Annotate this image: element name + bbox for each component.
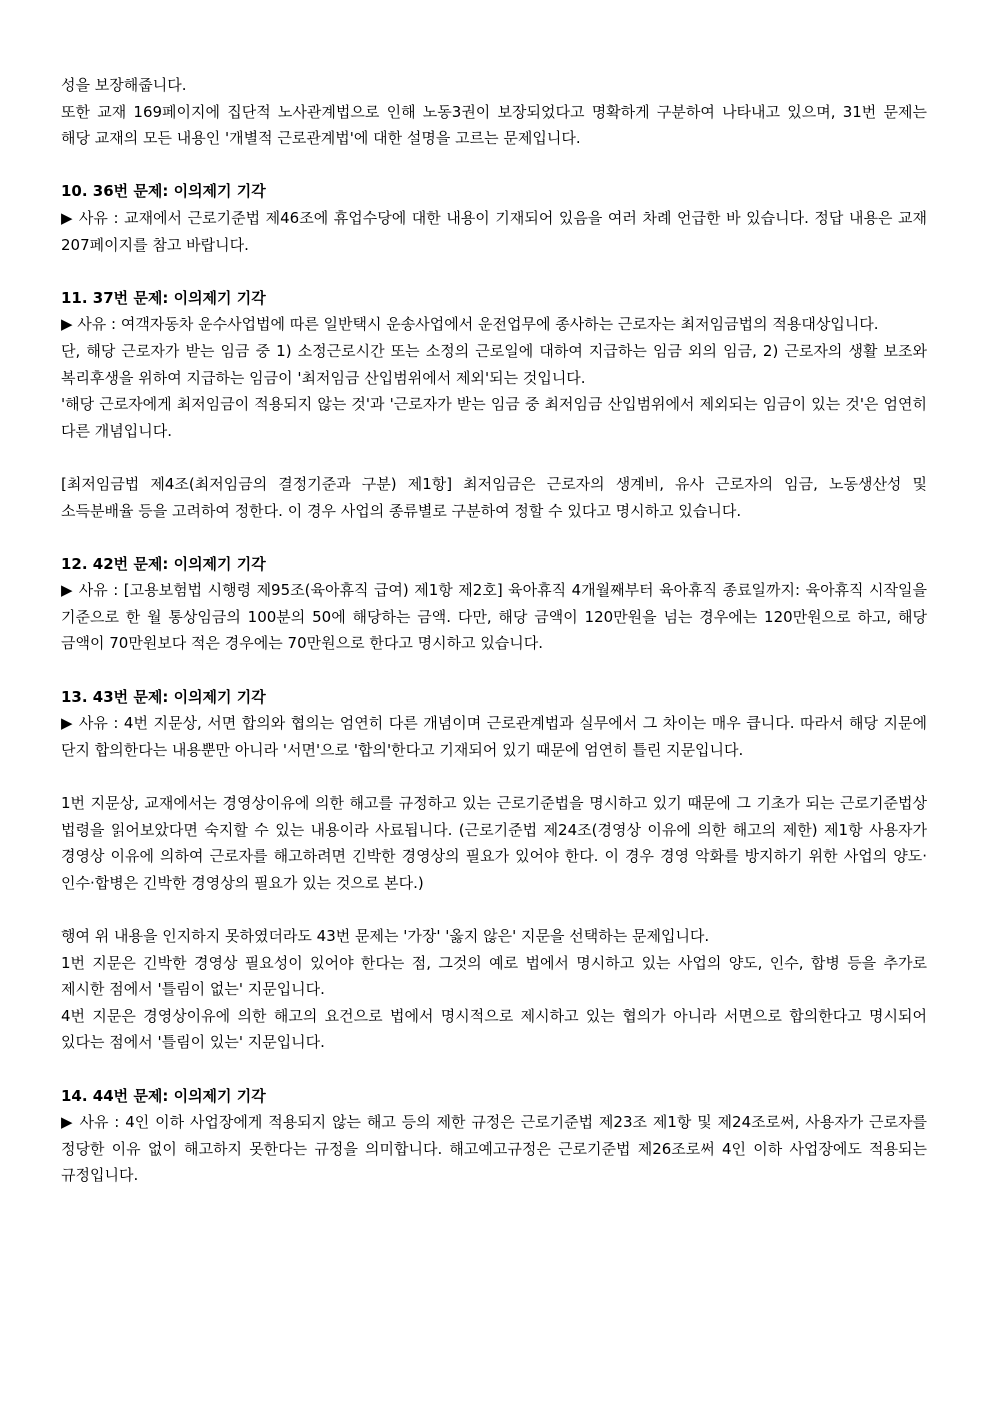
spacer bbox=[61, 152, 927, 179]
section-paragraph: 4번 지문은 경영상이유에 의한 해고의 요건으로 법에서 명시적으로 제시하고 있는 협의가 아니라 서면으로 합의한다고 명시되어 있다는 점에서 '틀림이 있는' 지문입니다. bbox=[61, 1006, 927, 1052]
spacer bbox=[61, 763, 927, 790]
section-reason: ▶ 사유 : 4번 지문상, 서면 합의와 협의는 엄연히 다른 개념이며 근로관계법과 실무에서 그 차이는 매우 큽니다. 따라서 해당 지문에 단지 합의한다는 내용뿐만 아니라 '서면'으로 '합의'한다고 기재되어 있기 때문에 엄연히 틀린 지문입니다. bbox=[61, 714, 927, 759]
intro-paragraph-1: 성을 보장해줍니다. bbox=[61, 76, 187, 94]
spacer bbox=[61, 444, 927, 471]
section-heading: 13. 43번 문제: 이의제기 기각 bbox=[61, 687, 266, 706]
section-14 bbox=[61, 1083, 927, 1189]
document-page bbox=[61, 72, 927, 1189]
section-paragraph: 1번 지문상, 교재에서는 경영상이유에 의한 해고를 규정하고 있는 근로기준법을 명시하고 있기 때문에 그 기초가 되는 근로기준법상 법령을 읽어보았다면 숙지할 수 있는 내용이라 사료됩니다. (근로기준법 제24조(경영상 이유에 의한 해고의 제한) 제1항 사용자가 경영상 이유에 의하여 근로자를 해고하려면 긴박한 경영상의 필요가 있어야 한다. 이 경우 경영 악화를 방지하기 위한 사업의 양도·인수·합병은 긴박한 경영상의 필요가 있는 것으로 본다.) bbox=[61, 794, 927, 892]
spacer bbox=[61, 524, 927, 551]
section-heading: 10. 36번 문제: 이의제기 기각 bbox=[61, 182, 266, 201]
spacer bbox=[61, 1056, 927, 1083]
section-paragraph: [최저임금법 제4조(최저임금의 결정기준과 구분) 제1항] 최저임금은 근로자의 생계비, 유사 근로자의 임금, 노동생산성 및 소득분배율 등을 고려하여 정한다. 이 경우 사업의 종류별로 구분하여 정할 수 있다고 명시하고 있습니다. bbox=[61, 474, 927, 520]
section-reason: ▶ 사유 : 여객자동차 운수사업법에 따른 일반택시 운송사업에서 운전업무에 종사하는 근로자는 최저임금법의 적용대상입니다. bbox=[61, 315, 879, 334]
section-reason: ▶ 사유 : 4인 이하 사업장에게 적용되지 않는 해고 등의 제한 규정은 근로기준법 제23조 제1항 및 제24조로써, 사용자가 근로자를 정당한 이유 없이 해고하지 못한다는 규정을 의미합니다. 해고예고규정은 근로기준법 제26조로써 4인 이하 사업장에도 적용되는 규정입니다. bbox=[61, 1113, 927, 1185]
section-10 bbox=[61, 178, 927, 258]
section-paragraph: 단, 해당 근로자가 받는 임금 중 1) 소정근로시간 또는 소정의 근로일에 대하여 지급하는 임금 외의 임금, 2) 근로자의 생활 보조와 복리후생을 위하여 지급하는 임금이 '최저임금 산입범위에서 제외'되는 것입니다. bbox=[61, 341, 927, 387]
intro-paragraph-2: 또한 교재 169페이지에 집단적 노사관계법으로 인해 노동3권이 보장되었다고 명확하게 구분하여 나타내고 있으며, 31번 문제는 해당 교재의 모든 내용인 '개별적 근로관계법'에 대한 설명을 고르는 문제입니다. bbox=[61, 102, 927, 148]
section-paragraph: '해당 근로자에게 최저임금이 적용되지 않는 것'과 '근로자가 받는 임금 중 최저임금 산입범위에서 제외되는 임금이 있는 것'은 엄연히 다른 개념입니다. bbox=[61, 395, 927, 440]
section-reason: ▶ 사유 : [고용보험법 시행령 제95조(육아휴직 급여) 제1항 제2호] 육아휴직 4개월째부터 육아휴직 종료일까지: 육아휴직 시작일을 기준으로 한 월 통상임금의 100분의 50에 해당하는 금액. 다만, 해당 금액이 120만원을 넘는 경우에는 120만원으로 하고, 해당 금액이 70만원보다 적은 경우에는 70만원으로 한다고 명시하고 있습니다. bbox=[61, 581, 927, 653]
spacer bbox=[61, 657, 927, 684]
section-paragraph: 행여 위 내용을 인지하지 못하였더라도 43번 문제는 '가장' '옳지 않은' 지문을 선택하는 문제입니다. bbox=[61, 927, 710, 945]
section-11 bbox=[61, 285, 927, 524]
spacer bbox=[61, 896, 927, 923]
section-heading: 14. 44번 문제: 이의제기 기각 bbox=[61, 1086, 266, 1105]
section-heading: 12. 42번 문제: 이의제기 기각 bbox=[61, 554, 266, 573]
section-12 bbox=[61, 551, 927, 657]
section-paragraph: 1번 지문은 긴박한 경영상 필요성이 있어야 한다는 점, 그것의 예로 법에서 명시하고 있는 사업의 양도, 인수, 합병 등을 추가로 제시한 점에서 '틀림이 없는' 지문입니다. bbox=[61, 953, 927, 999]
section-reason: ▶ 사유 : 교재에서 근로기준법 제46조에 휴업수당에 대한 내용이 기재되어 있음을 여러 차례 언급한 바 있습니다. 정답 내용은 교재 207페이지를 참고 바랍니다. bbox=[61, 208, 927, 254]
section-heading: 11. 37번 문제: 이의제기 기각 bbox=[61, 288, 266, 307]
spacer bbox=[61, 258, 927, 285]
section-13 bbox=[61, 684, 927, 1056]
